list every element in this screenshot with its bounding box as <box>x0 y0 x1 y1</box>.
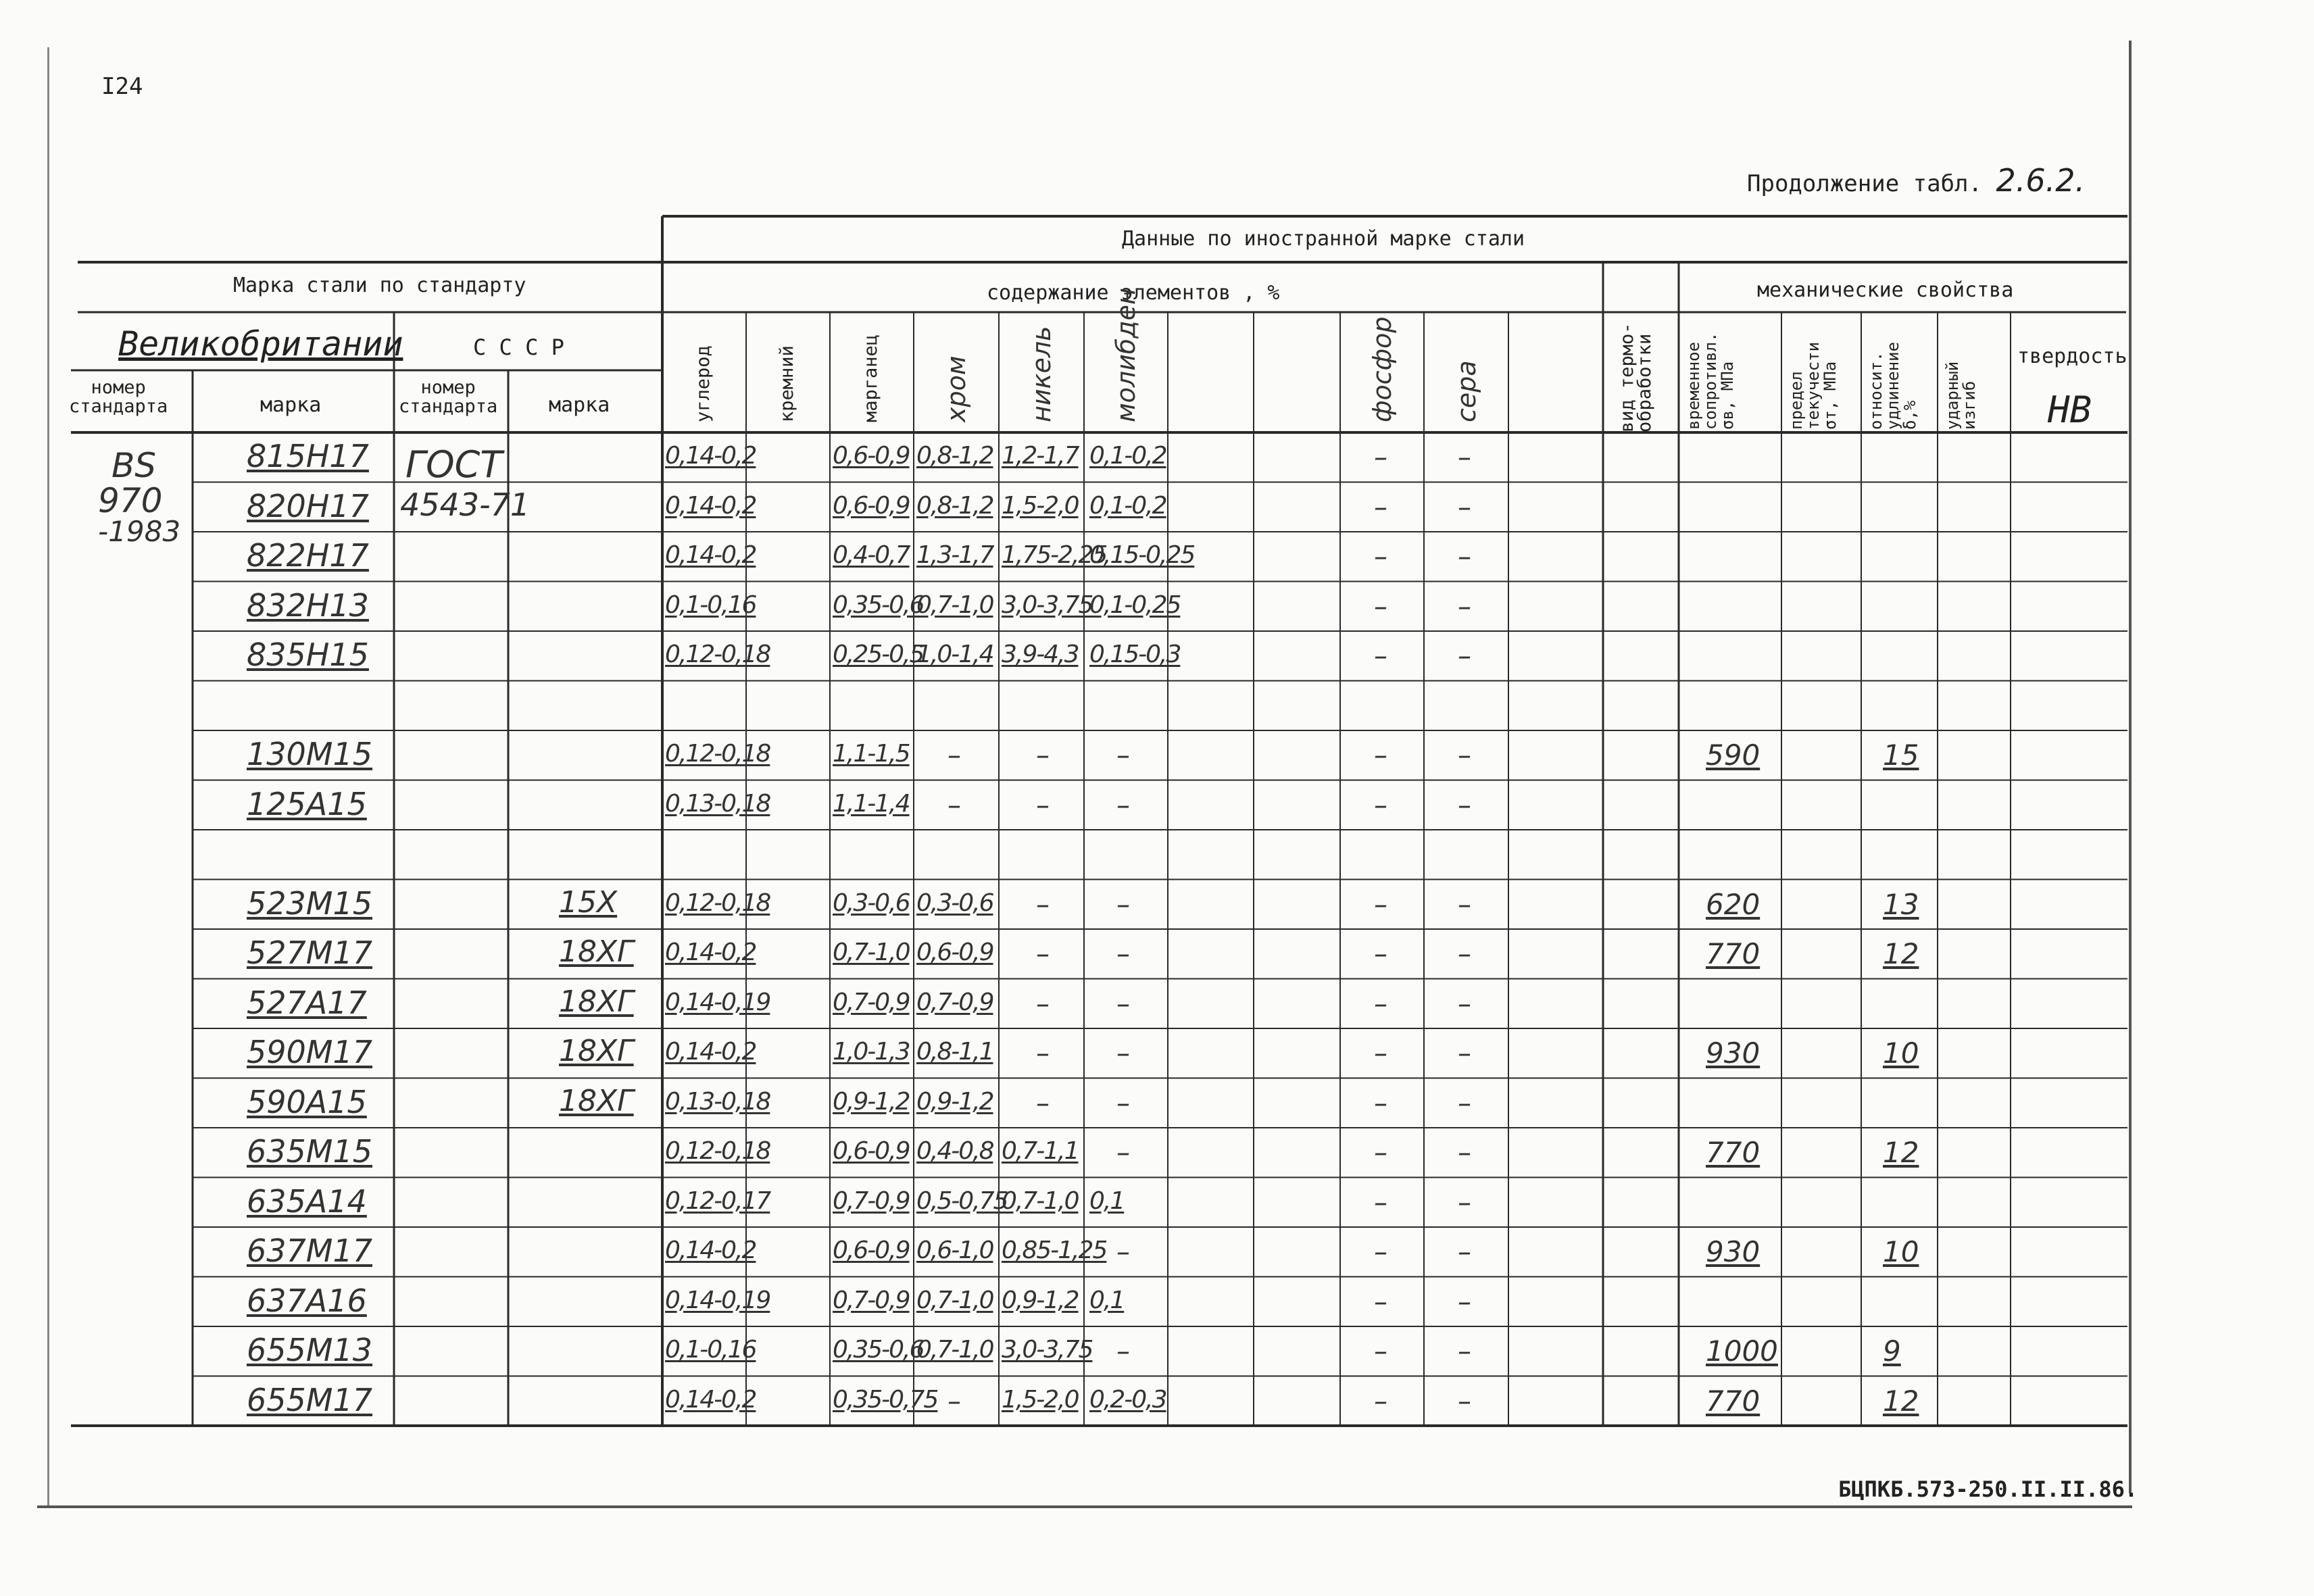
row-phosphorus: – <box>1374 641 1387 672</box>
row-phosphorus: – <box>1374 1385 1387 1417</box>
row-grade: 815H17 <box>247 438 369 474</box>
row-manganese: 0,6-0,9 <box>833 491 910 520</box>
row-ussr-grade: 18ХГ <box>559 1083 634 1118</box>
row-chromium: 1,3-1,7 <box>916 541 993 569</box>
row-grade: 125A15 <box>247 785 367 822</box>
row-carbon: 0,14-0,2 <box>665 541 756 569</box>
row-grade: 655M13 <box>247 1332 373 1368</box>
row-molybdenum: – <box>1116 939 1130 970</box>
row-phosphorus: – <box>1374 1087 1387 1119</box>
row-molybdenum: 0,1 <box>1089 1286 1125 1314</box>
row-molybdenum: 0,1-0,2 <box>1089 442 1166 470</box>
row-phosphorus: – <box>1374 789 1387 821</box>
row-ussr-grade: 18ХГ <box>559 934 634 969</box>
row-tensile-strength: 590 <box>1706 739 1761 772</box>
row-sulfur: – <box>1458 1237 1471 1268</box>
row-phosphorus: – <box>1374 1237 1387 1268</box>
mechanical-properties-header: механические свойства <box>1757 278 2014 302</box>
row-sulfur: – <box>1458 1087 1471 1119</box>
row-nickel: 0,9-1,2 <box>1002 1286 1079 1314</box>
row-phosphorus: – <box>1374 939 1387 970</box>
document-code: БЦПКБ.573-250.II.II.86. <box>1838 1476 2138 1502</box>
standard-number: 970 <box>98 481 163 520</box>
element-header-5: молибден <box>1111 288 1141 422</box>
foreign-data-header: Данные по иностранной марке стали <box>1122 227 1525 251</box>
row-molybdenum: 0,1-0,25 <box>1089 591 1181 619</box>
row-elongation: 12 <box>1883 1384 1919 1418</box>
row-carbon: 0,12-0,17 <box>665 1187 770 1215</box>
row-manganese: 0,6-0,9 <box>833 1237 910 1264</box>
row-manganese: 0,4-0,7 <box>833 541 910 569</box>
row-carbon: 0,14-0,2 <box>665 1385 756 1414</box>
row-nickel: 1,2-1,7 <box>1002 442 1079 470</box>
row-sulfur: – <box>1458 1187 1471 1218</box>
row-ussr-grade: 15Х <box>559 884 618 920</box>
row-manganese: 0,9-1,2 <box>833 1087 910 1116</box>
row-sulfur: – <box>1458 988 1471 1020</box>
row-carbon: 0,13-0,18 <box>665 1087 770 1116</box>
row-chromium: 0,7-0,9 <box>916 988 993 1016</box>
row-molybdenum: – <box>1116 889 1130 920</box>
row-carbon: 0,14-0,2 <box>665 1237 756 1264</box>
table-number: 2.6.2. <box>1996 162 2086 199</box>
row-elongation: 13 <box>1883 887 1919 921</box>
row-molybdenum: – <box>1116 1087 1130 1119</box>
row-chromium: 0,8-1,1 <box>916 1038 993 1066</box>
row-molybdenum: – <box>1116 1336 1130 1367</box>
row-tensile-strength: 770 <box>1706 1384 1761 1418</box>
row-grade: 835H15 <box>247 637 369 673</box>
row-grade: 130M15 <box>247 736 373 772</box>
row-manganese: 0,7-0,9 <box>833 988 910 1016</box>
row-tensile-strength: 620 <box>1706 887 1761 921</box>
row-sulfur: – <box>1458 789 1471 821</box>
row-chromium: 0,8-1,2 <box>916 491 993 520</box>
element-header-4: никель <box>1027 326 1056 422</box>
ussr-header: С С С Р <box>473 334 564 360</box>
element-header-8: фосфор <box>1367 316 1397 422</box>
row-tensile-strength: 930 <box>1706 1037 1761 1070</box>
row-sulfur: – <box>1458 1385 1471 1417</box>
row-molybdenum: – <box>1116 740 1130 771</box>
row-carbon: 0,13-0,18 <box>665 789 770 818</box>
row-chromium: 0,6-1,0 <box>916 1237 993 1264</box>
row-phosphorus: – <box>1374 1336 1387 1367</box>
row-carbon: 0,12-0,18 <box>665 740 770 768</box>
row-grade: 527A17 <box>247 984 367 1021</box>
row-manganese: 0,6-0,9 <box>833 1137 910 1165</box>
row-grade: 635A14 <box>247 1182 367 1220</box>
row-tensile-strength: 770 <box>1706 937 1761 970</box>
row-molybdenum: 0,15-0,3 <box>1089 641 1181 668</box>
row-nickel: 0,7-1,1 <box>1002 1137 1079 1165</box>
row-grade: 820H17 <box>247 487 369 524</box>
row-sulfur: – <box>1458 1038 1471 1069</box>
row-sulfur: – <box>1458 491 1471 523</box>
row-grade: 637M17 <box>247 1232 373 1269</box>
row-molybdenum: 0,15-0,25 <box>1089 541 1195 569</box>
row-carbon: 0,14-0,2 <box>665 939 756 966</box>
row-grade: 832H13 <box>247 587 369 624</box>
row-manganese: 0,7-0,9 <box>833 1187 910 1215</box>
row-chromium: 0,9-1,2 <box>916 1087 993 1116</box>
row-chromium: – <box>947 1385 961 1417</box>
hardness-unit: НВ <box>2048 389 2092 431</box>
grade-header: марка <box>260 393 322 417</box>
row-nickel: – <box>1036 789 1050 821</box>
row-chromium: – <box>947 740 961 771</box>
row-nickel: 0,7-1,0 <box>1002 1187 1079 1215</box>
heat-treatment-header: вид термо- обработки <box>1617 322 1655 432</box>
row-elongation: 15 <box>1883 739 1919 772</box>
row-chromium: 0,3-0,6 <box>916 889 993 917</box>
row-grade: 523M15 <box>247 884 373 922</box>
row-chromium: 0,6-0,9 <box>916 939 993 966</box>
ussr-grade-header: марка <box>549 393 610 417</box>
row-manganese: 0,35-0,6 <box>833 1336 924 1364</box>
row-carbon: 0,12-0,18 <box>665 889 770 917</box>
row-nickel: – <box>1036 1087 1050 1119</box>
row-carbon: 0,14-0,2 <box>665 491 756 520</box>
row-ussr-grade: 18ХГ <box>559 1034 634 1068</box>
page-number: I24 <box>101 73 143 100</box>
ussr-std-number-header: номер стандарта <box>399 377 498 417</box>
row-manganese: 0,35-0,75 <box>833 1385 938 1414</box>
row-tensile-strength: 1000 <box>1706 1335 1778 1368</box>
row-elongation: 10 <box>1883 1235 1919 1268</box>
row-nickel: – <box>1036 988 1050 1020</box>
row-grade: 590A15 <box>247 1083 367 1120</box>
element-header-9: сера <box>1451 360 1481 422</box>
row-phosphorus: – <box>1374 1137 1387 1168</box>
row-nickel: – <box>1036 939 1050 970</box>
standard-year: -1983 <box>98 515 181 548</box>
row-grade: 637A16 <box>247 1282 367 1319</box>
row-elongation: 10 <box>1883 1037 1919 1070</box>
row-grade: 655M17 <box>247 1381 373 1418</box>
row-molybdenum: – <box>1116 1237 1130 1268</box>
row-manganese: 0,25-0,5 <box>833 641 924 668</box>
row-nickel: 3,0-3,75 <box>1002 591 1093 619</box>
row-nickel: – <box>1036 1038 1050 1069</box>
row-nickel: 1,75-2,25 <box>1002 541 1107 569</box>
row-chromium: 0,7-1,0 <box>916 1286 993 1314</box>
row-chromium: – <box>947 789 961 821</box>
row-elongation: 9 <box>1883 1335 1901 1368</box>
row-carbon: 0,12-0,18 <box>665 641 770 668</box>
row-sulfur: – <box>1458 1137 1471 1168</box>
row-carbon: 0,14-0,2 <box>665 442 756 470</box>
row-sulfur: – <box>1458 889 1471 920</box>
row-sulfur: – <box>1458 740 1471 771</box>
row-sulfur: – <box>1458 591 1471 622</box>
row-sulfur: – <box>1458 939 1471 970</box>
ussr-standard-number: 4543-71 <box>400 487 531 523</box>
elements-content-header: содержание элементов , % <box>987 281 1280 305</box>
country-header: Великобритании <box>118 324 403 364</box>
row-sulfur: – <box>1458 1336 1471 1367</box>
row-sulfur: – <box>1458 641 1471 672</box>
row-ussr-grade: 18ХГ <box>559 984 634 1019</box>
table-continuation-label: Продолжение табл. <box>1747 170 1982 197</box>
std-number-header: номер стандарта <box>69 377 168 417</box>
row-molybdenum: – <box>1116 988 1130 1020</box>
row-phosphorus: – <box>1374 1038 1387 1069</box>
row-phosphorus: – <box>1374 1286 1387 1318</box>
element-header-2: марганец <box>860 334 881 422</box>
row-nickel: 3,9-4,3 <box>1002 641 1079 668</box>
row-molybdenum: 0,1-0,2 <box>1089 491 1166 520</box>
grade-by-standard-header: Марка стали по стандарту <box>233 274 526 297</box>
row-manganese: 0,35-0,6 <box>833 591 924 619</box>
element-header-0: углерод <box>693 345 714 422</box>
row-carbon: 0,14-0,19 <box>665 1286 770 1314</box>
row-grade: 527M17 <box>247 934 373 971</box>
mech-header-1: предел текучести σт, МПа <box>1787 341 1840 430</box>
row-molybdenum: 0,1 <box>1089 1187 1125 1215</box>
row-molybdenum: – <box>1116 789 1130 821</box>
row-carbon: 0,12-0,18 <box>665 1137 770 1165</box>
row-phosphorus: – <box>1374 591 1387 622</box>
standard-name: BS <box>112 446 157 485</box>
row-manganese: 1,1-1,4 <box>833 789 910 818</box>
row-chromium: 0,8-1,2 <box>916 442 993 470</box>
row-sulfur: – <box>1458 442 1471 473</box>
element-header-1: кремний <box>777 345 797 422</box>
row-nickel: 0,85-1,25 <box>1002 1237 1107 1264</box>
row-manganese: 0,7-1,0 <box>833 939 910 966</box>
row-nickel: 3,0-3,75 <box>1002 1336 1093 1364</box>
row-grade: 590M17 <box>247 1034 373 1070</box>
row-nickel: 1,5-2,0 <box>1002 1385 1079 1414</box>
row-phosphorus: – <box>1374 1187 1387 1218</box>
element-header-3: хром <box>941 355 971 422</box>
mech-header-0: временное сопротивл. σв, МПа <box>1684 332 1737 430</box>
row-manganese: 0,3-0,6 <box>833 889 910 917</box>
row-molybdenum: – <box>1116 1137 1130 1168</box>
row-phosphorus: – <box>1374 491 1387 523</box>
mech-header-2: относит. удлинение δ,% <box>1867 341 1919 430</box>
row-elongation: 12 <box>1883 1136 1919 1169</box>
row-carbon: 0,14-0,2 <box>665 1038 756 1066</box>
row-chromium: 1,0-1,4 <box>916 641 993 668</box>
row-tensile-strength: 930 <box>1706 1235 1761 1268</box>
row-grade: 822H17 <box>247 537 369 574</box>
row-molybdenum: 0,2-0,3 <box>1089 1385 1166 1414</box>
row-manganese: 0,6-0,9 <box>833 442 910 470</box>
row-phosphorus: – <box>1374 740 1387 771</box>
mech-header-3: ударный изгиб <box>1943 361 1979 430</box>
row-chromium: 0,7-1,0 <box>916 1336 993 1364</box>
hardness-header: твердость <box>2017 345 2127 368</box>
row-nickel: – <box>1036 889 1050 920</box>
row-grade: 635M15 <box>247 1133 373 1170</box>
row-carbon: 0,1-0,16 <box>665 591 756 619</box>
row-manganese: 1,0-1,3 <box>833 1038 910 1066</box>
row-carbon: 0,1-0,16 <box>665 1336 756 1364</box>
row-sulfur: – <box>1458 541 1471 572</box>
row-phosphorus: – <box>1374 541 1387 572</box>
row-manganese: 0,7-0,9 <box>833 1286 910 1314</box>
row-carbon: 0,14-0,19 <box>665 988 770 1016</box>
row-nickel: 1,5-2,0 <box>1002 491 1079 520</box>
row-chromium: 0,5-0,75 <box>916 1187 1008 1215</box>
row-phosphorus: – <box>1374 442 1387 473</box>
ussr-standard-name: ГОСТ <box>405 443 503 486</box>
row-phosphorus: – <box>1374 988 1387 1020</box>
row-manganese: 1,1-1,5 <box>833 740 910 768</box>
row-molybdenum: – <box>1116 1038 1130 1069</box>
row-elongation: 12 <box>1883 937 1919 970</box>
row-nickel: – <box>1036 740 1050 771</box>
row-sulfur: – <box>1458 1286 1471 1318</box>
row-chromium: 0,7-1,0 <box>916 591 993 619</box>
row-tensile-strength: 770 <box>1706 1136 1761 1169</box>
row-chromium: 0,4-0,8 <box>916 1137 993 1165</box>
row-phosphorus: – <box>1374 889 1387 920</box>
